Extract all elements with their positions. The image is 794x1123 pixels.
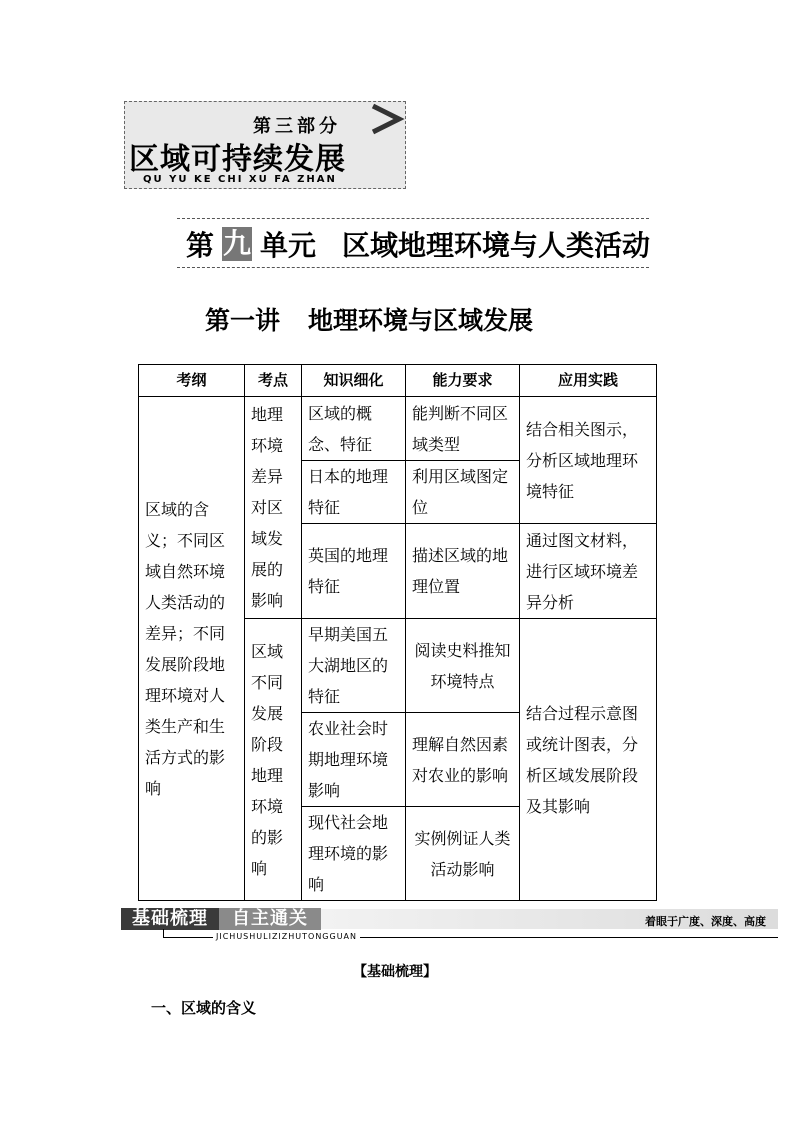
point-cell: 区域不同发展阶段地理环境的影响 <box>245 619 302 901</box>
section-heading: 【基础梳理】 <box>353 964 437 980</box>
table-header: 考纲 <box>139 365 245 397</box>
table-row <box>139 397 657 461</box>
part-banner <box>124 101 406 189</box>
divider <box>177 218 649 219</box>
ability-cell: 实例例证人类活动影响 <box>406 807 520 901</box>
unit-name: 区域地理环境与人类活动 <box>342 229 651 262</box>
lesson-title <box>205 301 533 337</box>
knowledge-cell: 区域的概念、特征 <box>302 397 406 461</box>
ability-cell: 能判断不同区域类型 <box>406 397 520 461</box>
part-pinyin: QU YU KE CHI XU FA ZHAN <box>143 174 337 185</box>
section-banner-title: 基础梳理 <box>121 908 219 930</box>
point-cell: 地理环境差异对区域发展的影响 <box>245 397 302 619</box>
knowledge-cell: 日本的地理特征 <box>302 461 406 524</box>
syllabus-cell: 区域的含义；不同区域自然环境人类活动的差异；不同发展阶段地理环境对人类生产和生活方式的影响 <box>139 397 245 901</box>
section-banner-pinyin: JICHUSHULIZIZHUTONGGUAN <box>213 932 360 941</box>
section-banner <box>121 907 778 945</box>
table-header-row <box>139 365 657 397</box>
lesson-number: 第一讲 <box>205 306 281 335</box>
syllabus-table <box>138 364 657 901</box>
table-header: 考点 <box>245 365 302 397</box>
practice-cell: 通过图文材料，进行区域环境差异分析 <box>520 524 657 619</box>
table-header: 应用实践 <box>520 365 657 397</box>
unit-suffix: 单元 <box>260 229 317 262</box>
unit-title <box>186 224 650 264</box>
ability-cell: 利用区域图定位 <box>406 461 520 524</box>
unit-number: 九 <box>223 227 252 260</box>
knowledge-cell: 现代社会地理环境的影响 <box>302 807 406 901</box>
section-banner-slogan: 着眼于广度、深度、高度 <box>645 915 766 928</box>
table-header: 知识细化 <box>302 365 406 397</box>
chevron-right-icon <box>369 102 405 136</box>
practice-cell: 结合相关图示，分析区域地理环境特征 <box>520 397 657 524</box>
knowledge-cell: 英国的地理特征 <box>302 524 406 619</box>
table-header: 能力要求 <box>406 365 520 397</box>
part-label: 第三部分 <box>253 116 341 137</box>
part-title: 区域可持续发展 <box>129 142 346 177</box>
practice-cell: 结合过程示意图或统计图表，分析区域发展阶段及其影响 <box>520 619 657 901</box>
unit-prefix: 第 <box>186 229 215 262</box>
ability-cell: 描述区域的地理位置 <box>406 524 520 619</box>
ability-cell: 阅读史料推知环境特点 <box>406 619 520 713</box>
knowledge-cell: 农业社会时期地理环境影响 <box>302 713 406 807</box>
divider <box>177 267 649 268</box>
ability-cell: 理解自然因素对农业的影响 <box>406 713 520 807</box>
lesson-name: 地理环境与区域发展 <box>308 306 534 335</box>
knowledge-cell: 早期美国五大湖地区的特征 <box>302 619 406 713</box>
item-heading: 一、区域的含义 <box>151 999 257 1017</box>
section-banner-strip <box>321 909 778 929</box>
section-banner-subtitle: 自主通关 <box>219 908 321 930</box>
